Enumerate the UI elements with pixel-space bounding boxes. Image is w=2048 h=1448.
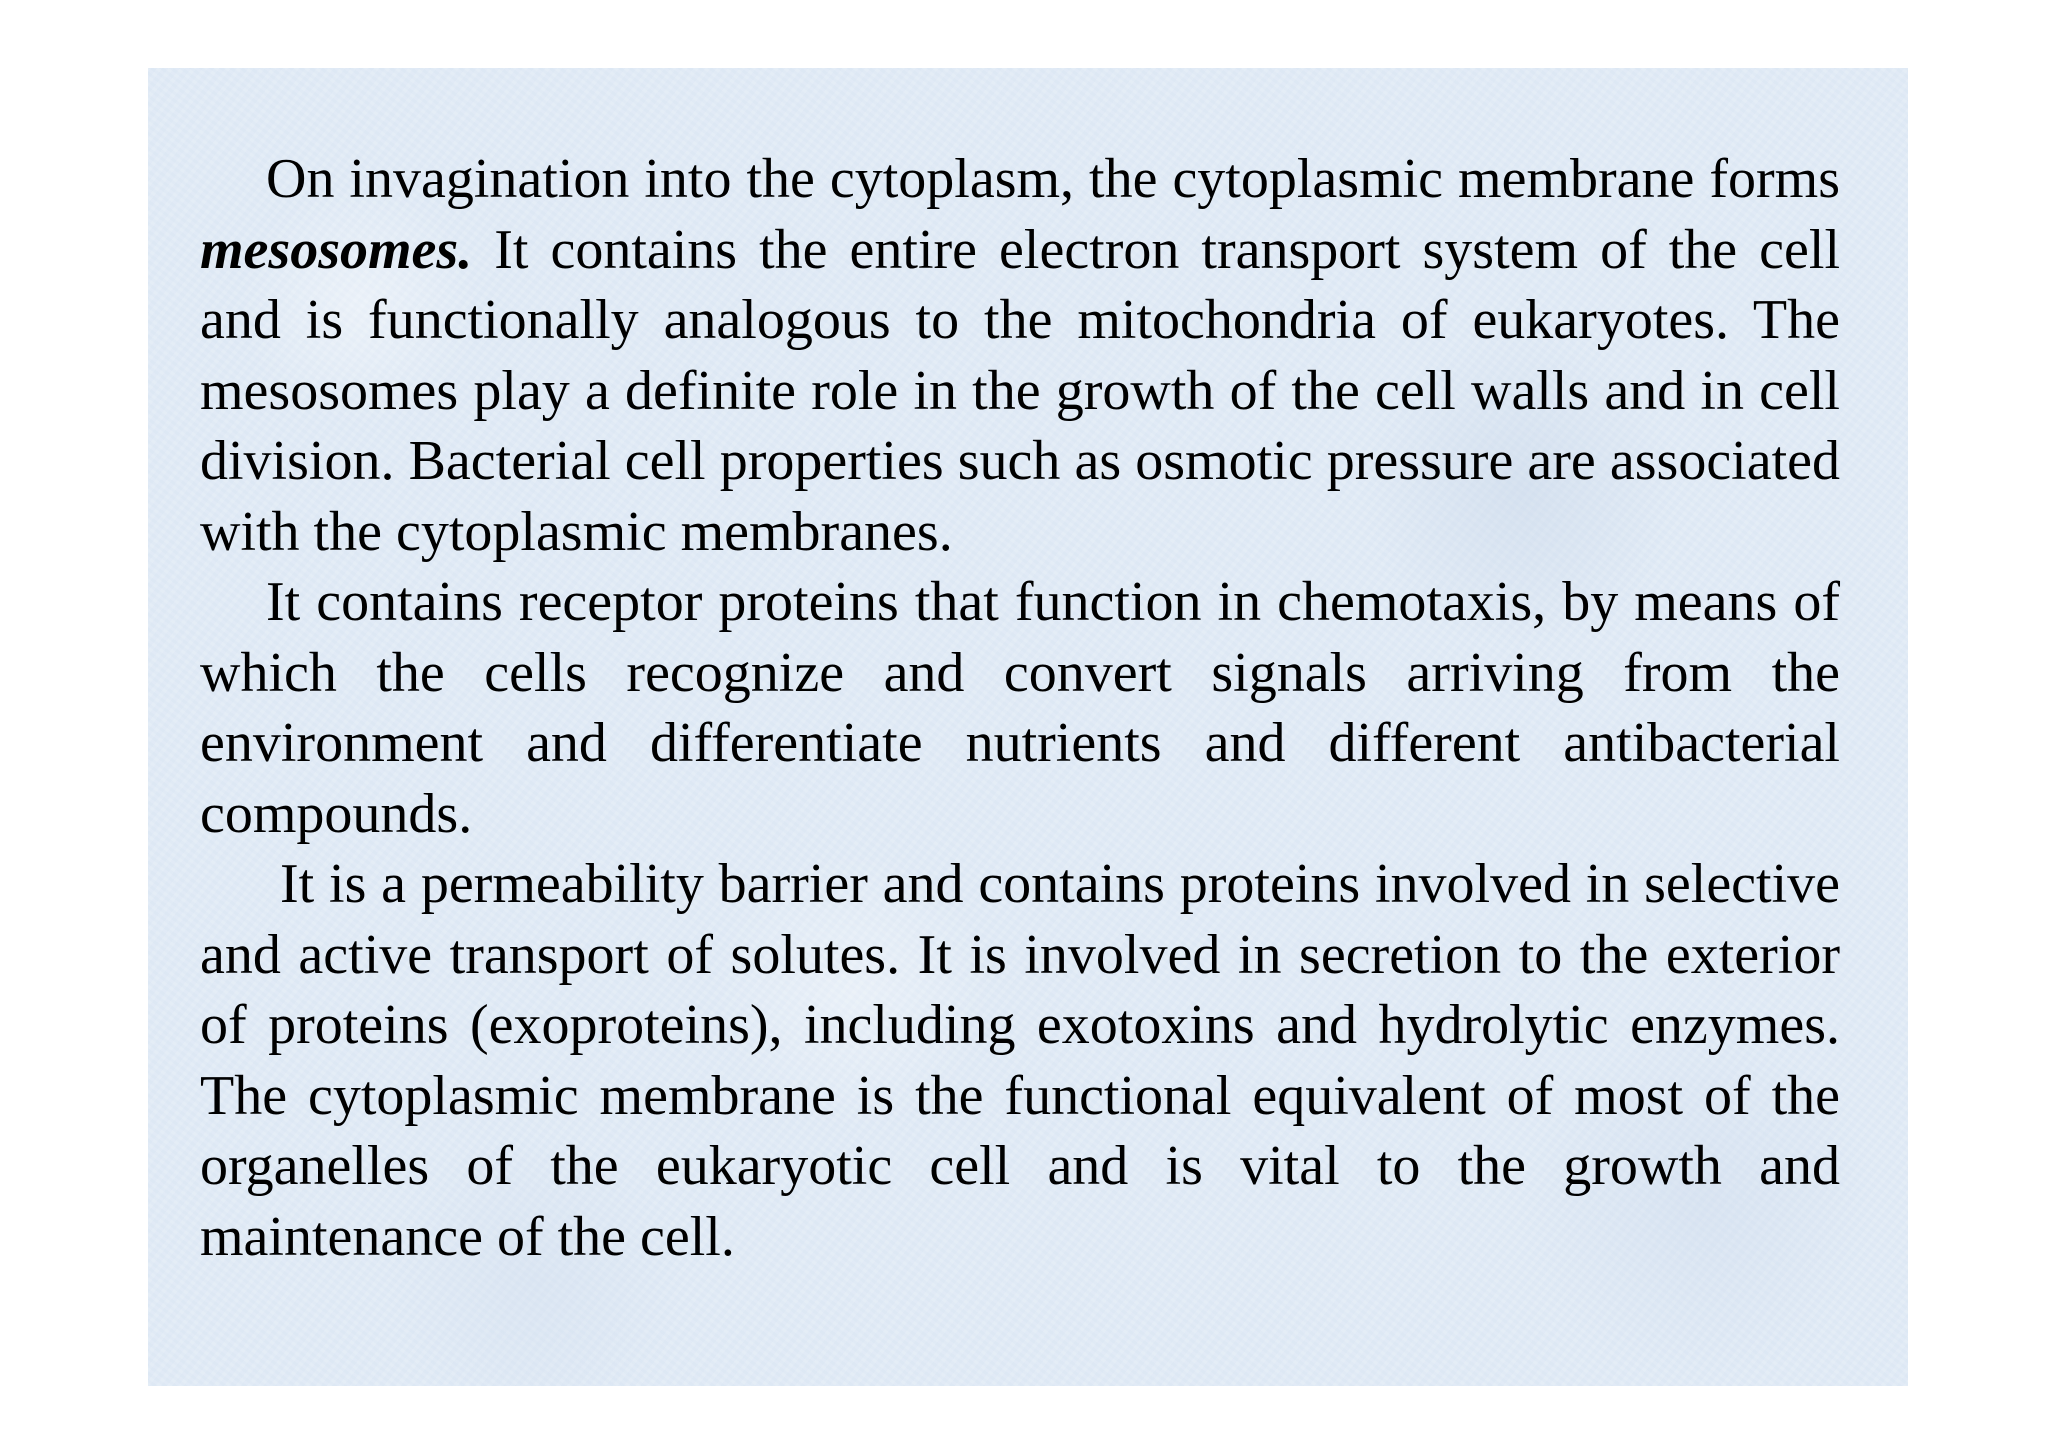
paragraph-mesosomes-intro: On invagination into the cytoplasm, the cytoplasmic membrane forms [266, 148, 1840, 210]
slide-body-text [200, 144, 1840, 1272]
paragraph-receptor-proteins: It contains receptor proteins that function in chemotaxis, by means of which the cells recognize and convert signals arriving from the environment and differentiate nutrients and different antibacterial compounds. [200, 571, 1840, 845]
term-mesosomes: mesosomes. [200, 218, 473, 281]
slide-background [148, 68, 1908, 1386]
paragraph-mesosomes [200, 144, 1840, 567]
paragraph-permeability-barrier: It is a permeability barrier and contains proteins involved in selective and active transport of solutes. It is involved in secretion to the exterior of proteins (exoproteins), including exotoxins and hydrolytic enzymes. The cytoplasmic membrane is the functional equivalent of most of the organelles of the eukaryotic cell and is vital to the growth and maintenance of the cell. [200, 853, 1840, 1268]
paragraph-mesosomes-rest: It contains the entire electron transport system of the cell and is functionally analogous to the mitochondria of eukaryotes. The mesosomes play a definite role in the growth of the cell walls and in cell division. Bacterial cell properties such as osmotic pressure are associated with the cytoplasmic membranes. [200, 218, 1840, 563]
